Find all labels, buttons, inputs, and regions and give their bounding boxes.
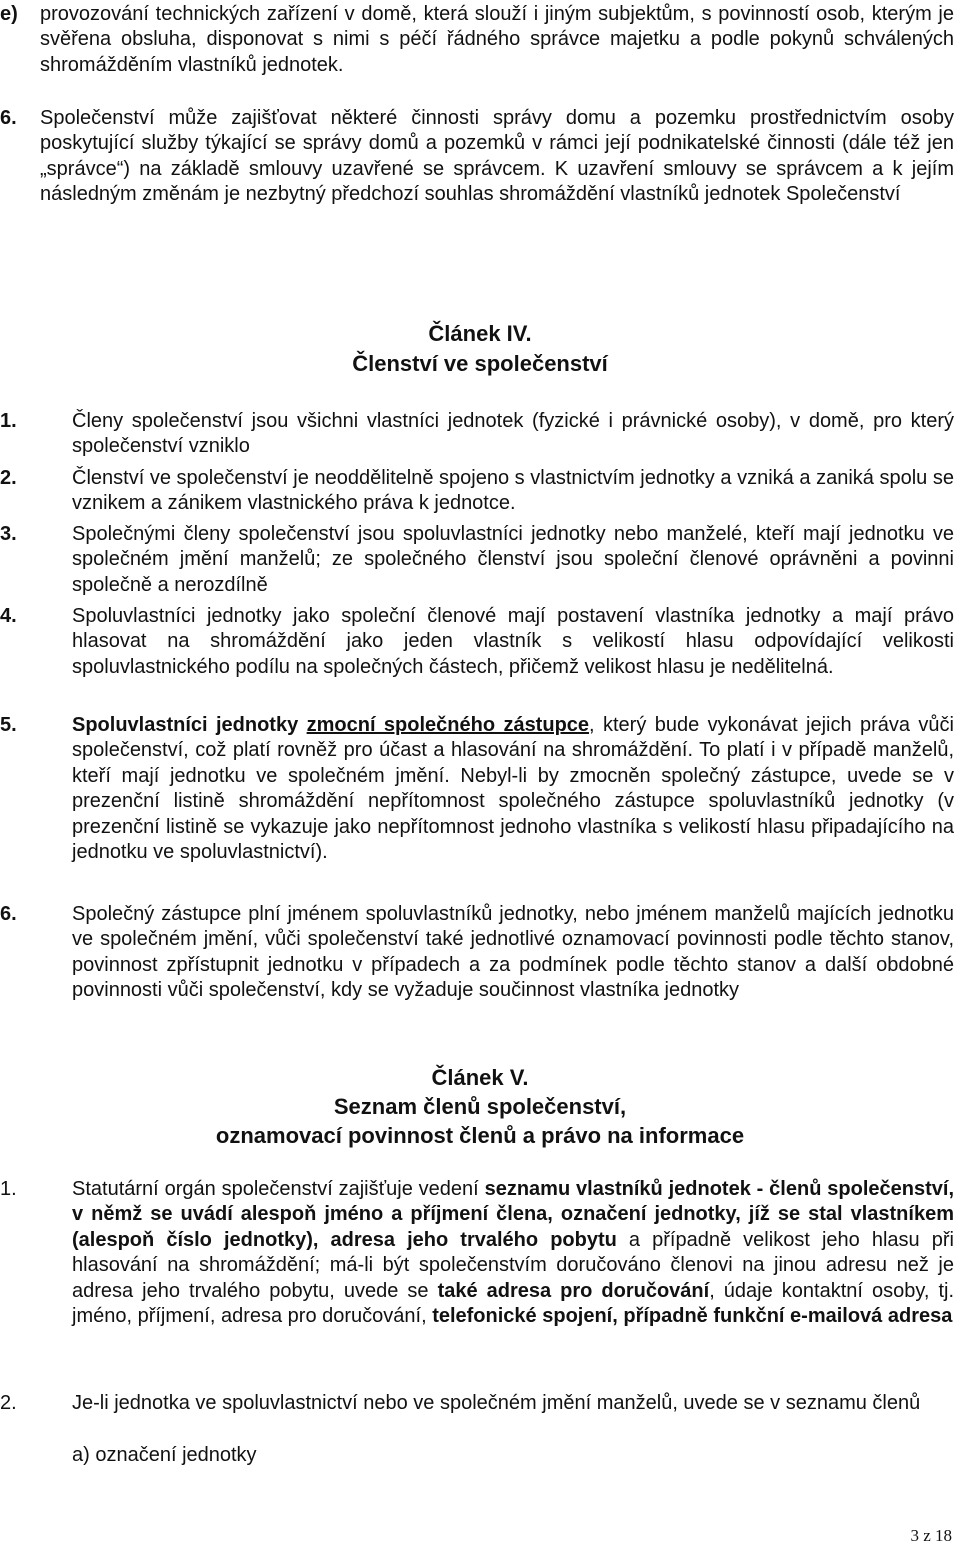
item-number: 3. xyxy=(0,523,17,545)
item-underlined: zmocní společného zástupce xyxy=(306,714,590,736)
point-6-number: 6. xyxy=(0,107,17,129)
item-text xyxy=(72,1177,954,1329)
item-text xyxy=(72,713,954,865)
item-text: Společnými členy společenství jsou spoluvlastníci jednotky nebo manželé, kteří mají jednotku ve společném jmění manželů; ze společného členství jsou společní členové oprávněni a povinni společně a nerozdílně xyxy=(72,523,954,596)
item-number: 4. xyxy=(0,605,17,627)
point-6-text: Společenství může zajišťovat některé činnosti správy domu a pozemku prostřednictvím osoby poskytující služby týkající se správy domů a pozemků v rámci její podnikatelské činnosti (dále též jen „správce“) na základě smlouvy uzavřené se správcem. K uzavření smlouvy se správcem a k jejím následným změnám je nezbytný předchozí souhlas shromáždění vlastníků jednotek Společenství xyxy=(40,107,954,206)
item-number: 1. xyxy=(0,410,17,432)
bold-part: seznamu vlastníků jednotek - členů společenství, v němž se uvádí alespoň jméno a příjmení člena, označení jednotky, jíž se stal vlastníkem (alespoň číslo jednotky), adresa jeho trvalého pobytu xyxy=(72,1178,954,1251)
bold-part: telefonické spojení, případně funkční e-mailová adresa xyxy=(432,1305,953,1328)
article-5-subtitle-1: Seznam členů společenství, xyxy=(333,1094,627,1119)
text-part: Statutární orgán společenství zajišťuje vedení xyxy=(72,1178,485,1200)
item-number: 2. xyxy=(0,467,17,489)
item-subpoint: a) označení jednotky xyxy=(72,1444,257,1466)
item-rest: , který bude vykonávat jejich práva vůči společenství, což platí rovněž pro účast a hlasování na shromáždění. To platí i v případě manželů, kteří mají jednotku ve společném jmění. Nebyl-li by zmocněn společný zástupce, uvede se v prezenční listině shromáždění nepřítomnost společného zástupce spoluvlastníků jednotky (v prezenční listině se vykazuje jako nepřítomnost jednoho vlastníka s velikostí hlasu připadajícího na jednotku ve spoluvlastnictví). xyxy=(72,714,954,864)
item-text: Je-li jednotka ve spoluvlastnictví nebo ve společném jmění manželů, uvede se v seznamu členů xyxy=(72,1392,921,1414)
item-number: 6. xyxy=(0,903,17,925)
article-5-title: Článek V. xyxy=(431,1065,529,1090)
item-number: 1. xyxy=(0,1178,17,1200)
article-5-subtitle-2: oznamovací povinnost členů a právo na informace xyxy=(215,1123,745,1148)
item-number: 2. xyxy=(0,1392,17,1414)
bold-part: také adresa pro doručování xyxy=(437,1279,710,1302)
section-e-text: provozování technických zařízení v domě, která slouží i jiným subjektům, s povinností osob, kterým je svěřena obsluha, disponovat s nimi s péčí řádného správce majetku a podle pokynů schválených shromážděním vlastníků jednotek. xyxy=(40,3,954,76)
item-text: Členství ve společenství je neoddělitelně spojeno s vlastnictvím jednotky a vzniká a zaniká spolu se vznikem a zánikem vlastnického práva k jednotce. xyxy=(72,467,954,515)
section-e-label: e) xyxy=(0,3,18,25)
article-4-subtitle: Členství ve společenství xyxy=(352,351,608,376)
text-part: , údaje kontaktní osoby, tj. jméno, příjmení, adresa pro doručování, xyxy=(72,1279,954,1328)
text-part: a případně velikost jeho hlasu při hlasování na shromáždění; má-li být společenstvím doručováno členovi na jinou adresu než je adresa jeho trvalého pobytu, uvede se xyxy=(72,1228,954,1302)
article-4-title: Článek IV. xyxy=(428,321,532,346)
item-bold-lead: Spoluvlastníci jednotky xyxy=(72,714,299,736)
page-number: 3 z 18 xyxy=(910,1526,952,1545)
item-text: Spoluvlastníci jednotky jako společní členové mají postavení vlastníka jednotky a mají právo hlasovat na shromáždění jako jeden vlastník s velikostí hlasu odpovídající velikosti spoluvlastnického podílu na společných částech, přičemž velikost hlasu je nedělitelná. xyxy=(72,605,954,678)
item-number: 5. xyxy=(0,714,17,736)
item-text: Společný zástupce plní jménem spoluvlastníků jednotky, nebo jménem manželů majících jednotku ve společném jmění, vůči společenství také jednotlivé oznamovací povinnosti podle těchto stanov, povinnost zpřístupnit jednotku v případech a za podmínek podle těchto stanov a další obdobné povinnosti vůči společenství, kdy se vyžaduje součinnost vlastníka jednotky xyxy=(72,903,954,1002)
item-text: Členy společenství jsou všichni vlastníci jednotek (fyzické i právnické osoby), v domě, pro který společenství vzniklo xyxy=(72,410,954,458)
